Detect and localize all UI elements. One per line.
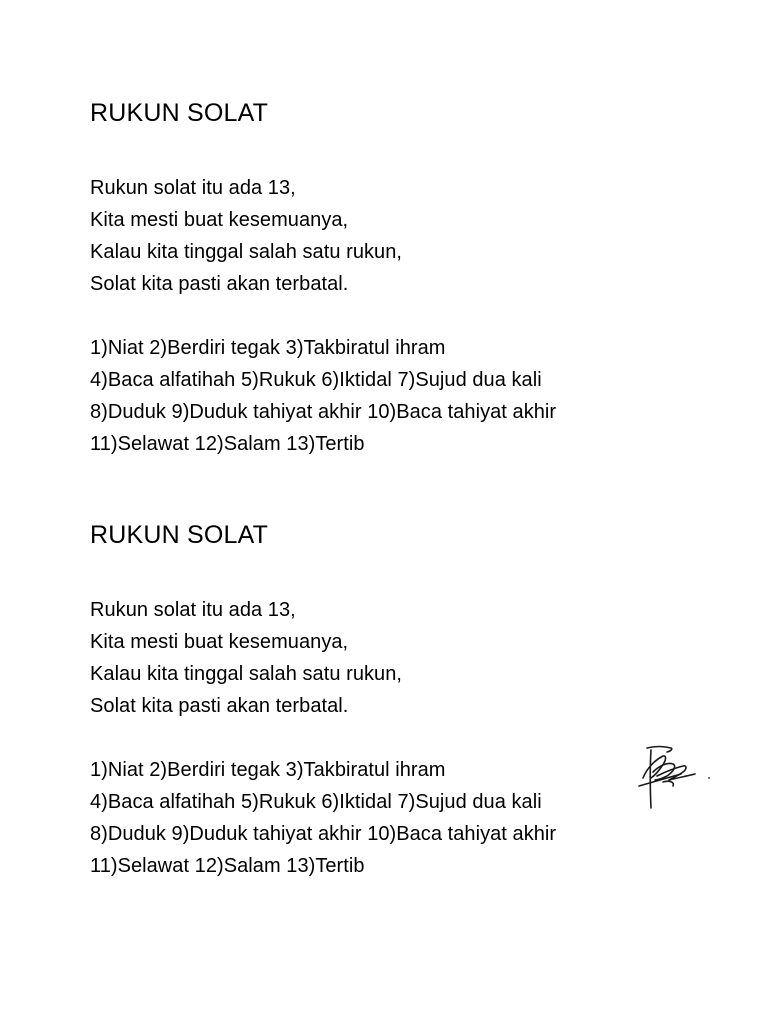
signature-icon <box>633 742 713 810</box>
section-title: RUKUN SOLAT <box>90 99 269 127</box>
verse-line: Kita mesti buat kesemuanya, <box>90 631 349 653</box>
section-title: RUKUN SOLAT <box>90 521 269 549</box>
rukun-list <box>90 754 690 882</box>
verse-line: Solat kita pasti akan terbatal. <box>90 695 349 717</box>
verse-line: Kita mesti buat kesemuanya, <box>90 209 349 231</box>
verse-line: Rukun solat itu ada 13, <box>90 599 296 621</box>
list-line: 11)Selawat 12)Salam 13)Tertib <box>90 433 365 455</box>
verse-line: Solat kita pasti akan terbatal. <box>90 273 349 295</box>
verse-block <box>90 172 690 300</box>
list-line: 1)Niat 2)Berdiri tegak 3)Takbiratul ihram <box>90 759 446 781</box>
verse-line: Rukun solat itu ada 13, <box>90 177 296 199</box>
section-2 <box>90 520 690 882</box>
rukun-list <box>90 332 690 460</box>
verse-line: Kalau kita tinggal salah satu rukun, <box>90 241 402 263</box>
list-line: 8)Duduk 9)Duduk tahiyat akhir 10)Baca tahiyat akhir <box>90 401 557 423</box>
section-1 <box>90 98 690 460</box>
list-line: 8)Duduk 9)Duduk tahiyat akhir 10)Baca tahiyat akhir <box>90 823 557 845</box>
verse-line: Kalau kita tinggal salah satu rukun, <box>90 663 402 685</box>
list-line: 4)Baca alfatihah 5)Rukuk 6)Iktidal 7)Sujud dua kali <box>90 369 542 391</box>
list-line: 1)Niat 2)Berdiri tegak 3)Takbiratul ihram <box>90 337 446 359</box>
list-line: 4)Baca alfatihah 5)Rukuk 6)Iktidal 7)Sujud dua kali <box>90 791 542 813</box>
verse-block <box>90 594 690 722</box>
list-line: 11)Selawat 12)Salam 13)Tertib <box>90 855 365 877</box>
